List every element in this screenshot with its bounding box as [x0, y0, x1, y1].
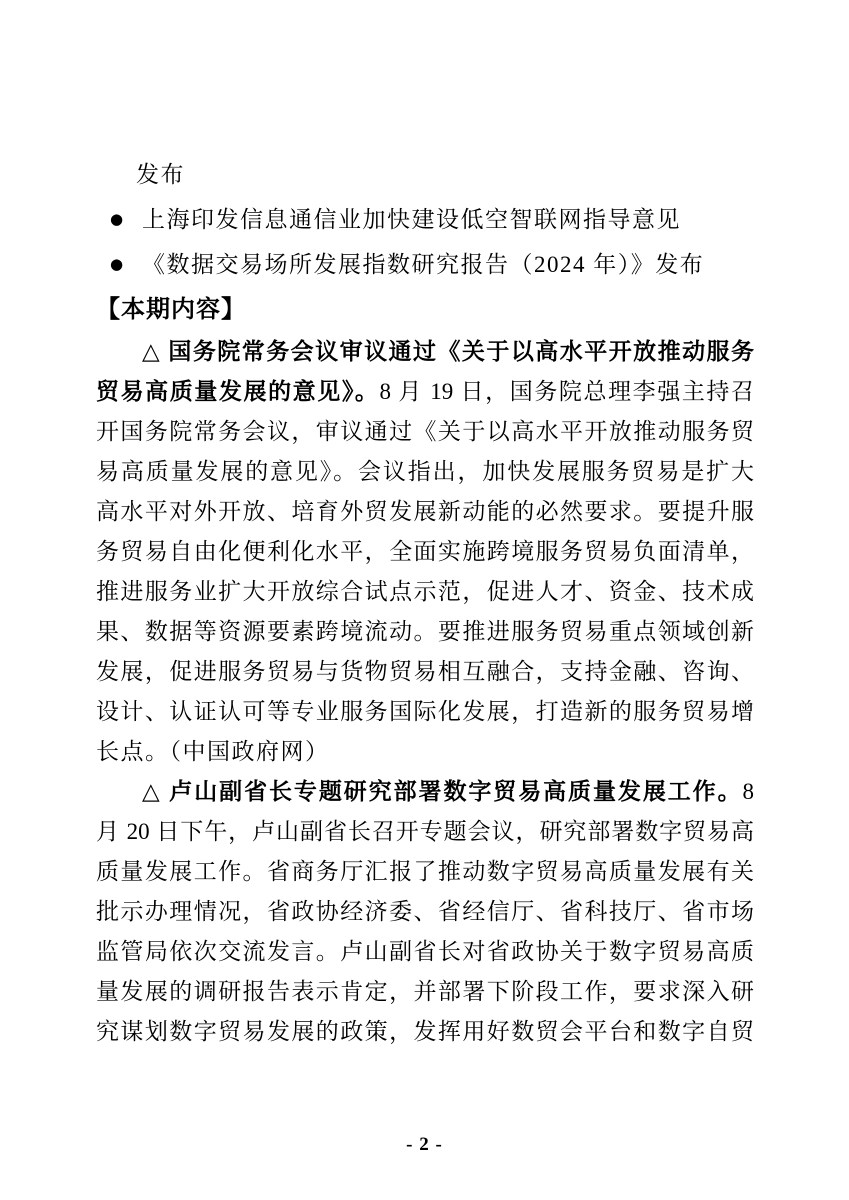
body-text: 高水平对外开放、培育外贸发展新动能的必然要求。要提升服	[96, 499, 754, 524]
doc-line-bullet-line	[96, 242, 754, 287]
bold-text: 卢山副省长专题研究部署数字贸易高质量发展工作。	[169, 779, 743, 804]
triangle-marker-icon: △	[142, 779, 170, 804]
doc-line-para-justify	[96, 612, 754, 652]
doc-line-para-justify	[96, 892, 754, 932]
body-text: 批示办理情况，省政协经济委、省经信厅、省科技厅、省市场	[96, 899, 754, 924]
doc-line-para-justify	[96, 412, 754, 452]
body-text: 长点。（中国政府网）	[96, 739, 330, 764]
doc-line-para-justify	[96, 452, 754, 492]
doc-line-para-justify	[96, 492, 754, 532]
body-text: 务贸易自由化便利化水平，全面实施跨境服务贸易负面清单，	[96, 539, 754, 564]
bullet-icon: ●	[110, 210, 124, 228]
doc-line-para-first	[96, 772, 754, 812]
page-number: - 2 -	[406, 1134, 443, 1155]
body-text: 果、数据等资源要素跨境流动。要推进服务贸易重点领域创新	[96, 619, 754, 644]
body-text: 《数据交易场所发展指数研究报告（2024 年）》发布	[142, 252, 705, 277]
body-text: 监管局依次交流发言。卢山副省长对省政协关于数字贸易高质	[96, 939, 754, 964]
body-text: 质量发展工作。省商务厅汇报了推动数字贸易高质量发展有关	[96, 859, 754, 884]
doc-line-para-justify	[96, 972, 754, 1012]
doc-line-bullet-line	[96, 197, 754, 242]
body-text: 设计、认证认可等专业服务国际化发展，打造新的服务贸易增	[96, 699, 754, 724]
doc-line-continuation	[96, 152, 754, 197]
doc-line-section-heading	[96, 287, 754, 332]
bold-text: 贸易高质量发展的意见》。	[96, 379, 380, 404]
body-text: 开国务院常务会议，审议通过《关于以高水平开放推动服务贸	[96, 419, 754, 444]
body-text: 月 20 日下午，卢山副省长召开专题会议，研究部署数字贸易高	[96, 819, 754, 844]
bullet-icon: ●	[110, 255, 124, 273]
doc-line-para-justify	[96, 852, 754, 892]
body-text: 量发展的调研报告表示肯定，并部署下阶段工作，要求深入研	[96, 979, 754, 1004]
body-text: 推进服务业扩大开放综合试点示范，促进人才、资金、技术成	[96, 579, 754, 604]
doc-line-para-justify	[96, 812, 754, 852]
doc-line-para-justify	[96, 652, 754, 692]
doc-line-para-justify	[96, 572, 754, 612]
doc-line-para-justify	[96, 532, 754, 572]
doc-line-para-last	[96, 732, 754, 772]
triangle-marker-icon: △	[142, 339, 169, 364]
bold-text: 国务院常务会议审议通过《关于以高水平开放推动服务	[168, 339, 754, 364]
body-text: 易高质量发展的意见》。会议指出，加快发展服务贸易是扩大	[96, 459, 754, 484]
body-text: 发展，促进服务贸易与货物贸易相互融合，支持金融、咨询、	[96, 659, 754, 684]
bold-text: 【本期内容】	[96, 296, 246, 323]
body-text: 8 月 19 日，国务院总理李强主持召	[379, 379, 755, 404]
body-text: 发布	[136, 162, 185, 187]
doc-line-para-first	[96, 332, 754, 372]
body-text: 8	[742, 779, 754, 804]
body-text: 究谋划数字贸易发展的政策，发挥用好数贸会平台和数字自贸	[96, 1019, 754, 1044]
doc-line-para-justify	[96, 692, 754, 732]
doc-line-para-justify	[96, 932, 754, 972]
doc-line-para-justify	[96, 1012, 754, 1052]
doc-line-para-justify	[96, 372, 754, 412]
body-text: 上海印发信息通信业加快建设低空智联网指导意见	[142, 207, 681, 232]
document-body	[96, 152, 754, 1052]
